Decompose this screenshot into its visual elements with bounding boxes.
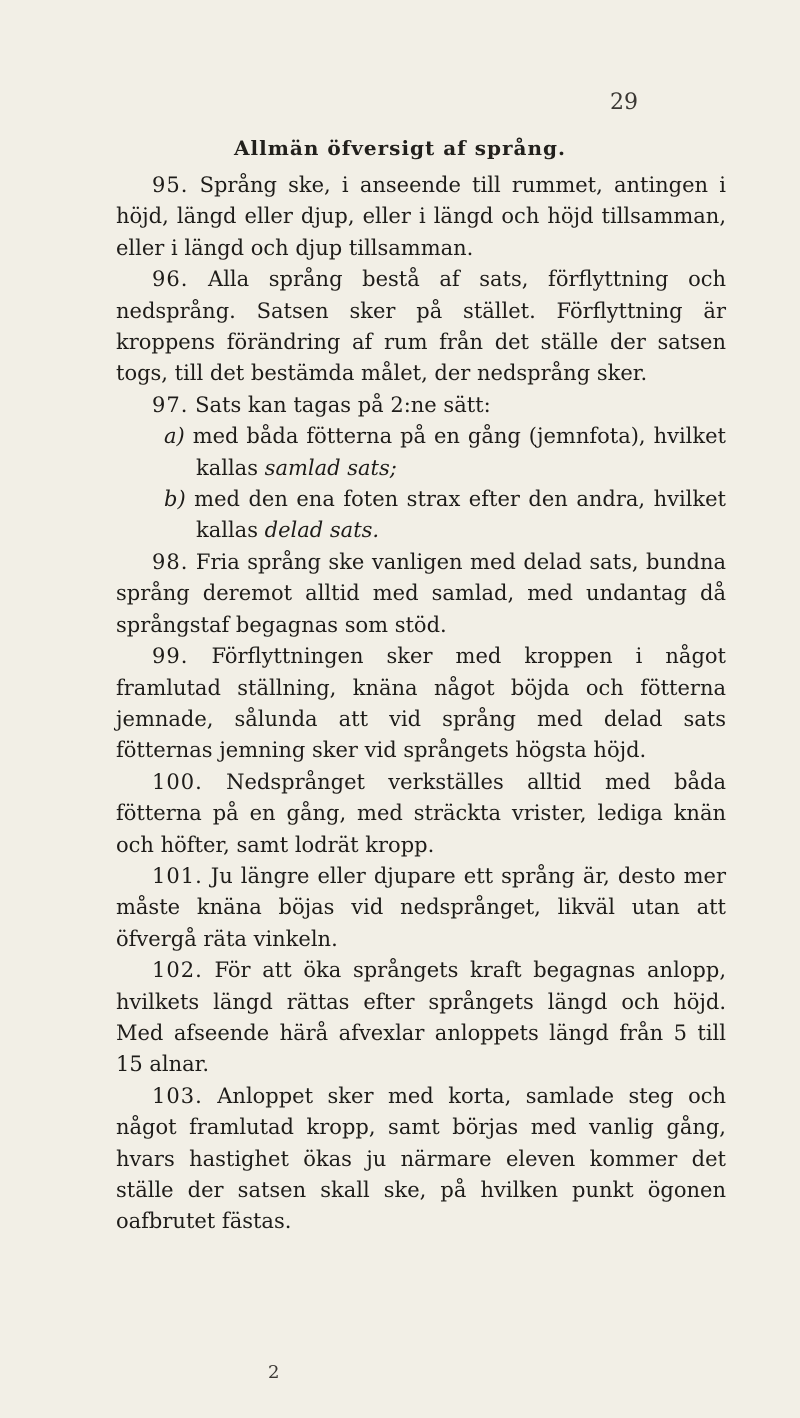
paragraph-text: Anloppet sker med korta, samlade steg och något framlutad kropp, samt börjas med vanlig gång, hvars hastighet ökas ju närmare eleven kommer det ställe der satsen skall ske, på hvilken punkt ögonen oafbrutet fästas.	[116, 1083, 726, 1234]
paragraph-text: Fria språng ske vanligen med delad sats, bundna språng deremot alltid med samlad, med undantag då språngstaf begagnas som stöd.	[116, 549, 726, 637]
paragraph-95	[116, 170, 726, 264]
paragraph-text: För att öka språngets kraft begagnas anlopp, hvilkets längd rättas efter språngets längd och höjd. Med afseende härå afvexlar anloppets längd från 5 till 15 alnar.	[116, 958, 726, 1077]
paragraph-text: Sats kan tagas på 2:ne sätt:	[195, 392, 491, 417]
list-term: samlad sats;	[264, 455, 397, 480]
paragraph-text: Ju längre eller djupare ett språng är, desto mer måste knäna böjas vid nedsprånget, likväl utan att öfvergå räta vinkeln.	[116, 863, 726, 951]
paragraph-97	[116, 390, 726, 421]
list-item-a	[116, 421, 726, 484]
signature-mark: 2	[268, 1362, 280, 1383]
list-text: med den ena foten strax efter den andra, hvilket kallas	[194, 487, 726, 543]
section-heading: Allmän öfversigt af språng.	[234, 136, 566, 160]
page-number: 29	[610, 90, 638, 115]
paragraph-102	[116, 955, 726, 1081]
paragraph-103	[116, 1081, 726, 1238]
paragraph-text: Språng ske, i anseende till rummet, antingen i höjd, längd eller djup, eller i längd och höjd tillsamman, eller i längd och djup tillsamman.	[116, 173, 726, 260]
paragraph-number: 102.	[152, 958, 203, 983]
paragraph-99	[116, 641, 726, 767]
text-body	[116, 170, 726, 1238]
list-item-b	[116, 484, 726, 547]
paragraph-text: Förflyttningen sker med kroppen i något framlutad ställning, knäna något böjda och fötterna jemnade, sålunda att vid språng med delad sats fötternas jemning sker vid språngets högsta höjd.	[116, 644, 726, 763]
paragraph-96	[116, 264, 726, 390]
paragraph-number: 96.	[152, 267, 189, 292]
paragraph-100	[116, 767, 726, 861]
paragraph-number: 95.	[152, 173, 189, 197]
list-label: b)	[164, 487, 186, 512]
paragraph-text: Alla språng bestå af sats, förflyttning och nedsprång. Satsen sker på stället. Förflyttning är kroppens förändring af rum från det ställe der satsen togs, till det bestämda målet, der nedsprång sker.	[116, 267, 726, 386]
paragraph-98	[116, 547, 726, 641]
paragraph-101	[116, 861, 726, 955]
paragraph-number: 99.	[152, 644, 189, 669]
list-label: a)	[164, 424, 185, 449]
paragraph-number: 97.	[152, 392, 189, 417]
paragraph-number: 98.	[152, 549, 189, 574]
paragraph-text: Nedsprånget verkställes alltid med båda fötterna på en gång, med sträckta vrister, lediga knän och höfter, samt lodrät kropp.	[116, 769, 726, 857]
list-term: delad sats.	[264, 518, 380, 543]
list-text: med båda fötterna på en gång (jemnfota), hvilket kallas	[192, 424, 726, 480]
paragraph-number: 101.	[152, 863, 203, 888]
paragraph-number: 100.	[152, 769, 203, 794]
paragraph-number: 103.	[152, 1083, 203, 1108]
